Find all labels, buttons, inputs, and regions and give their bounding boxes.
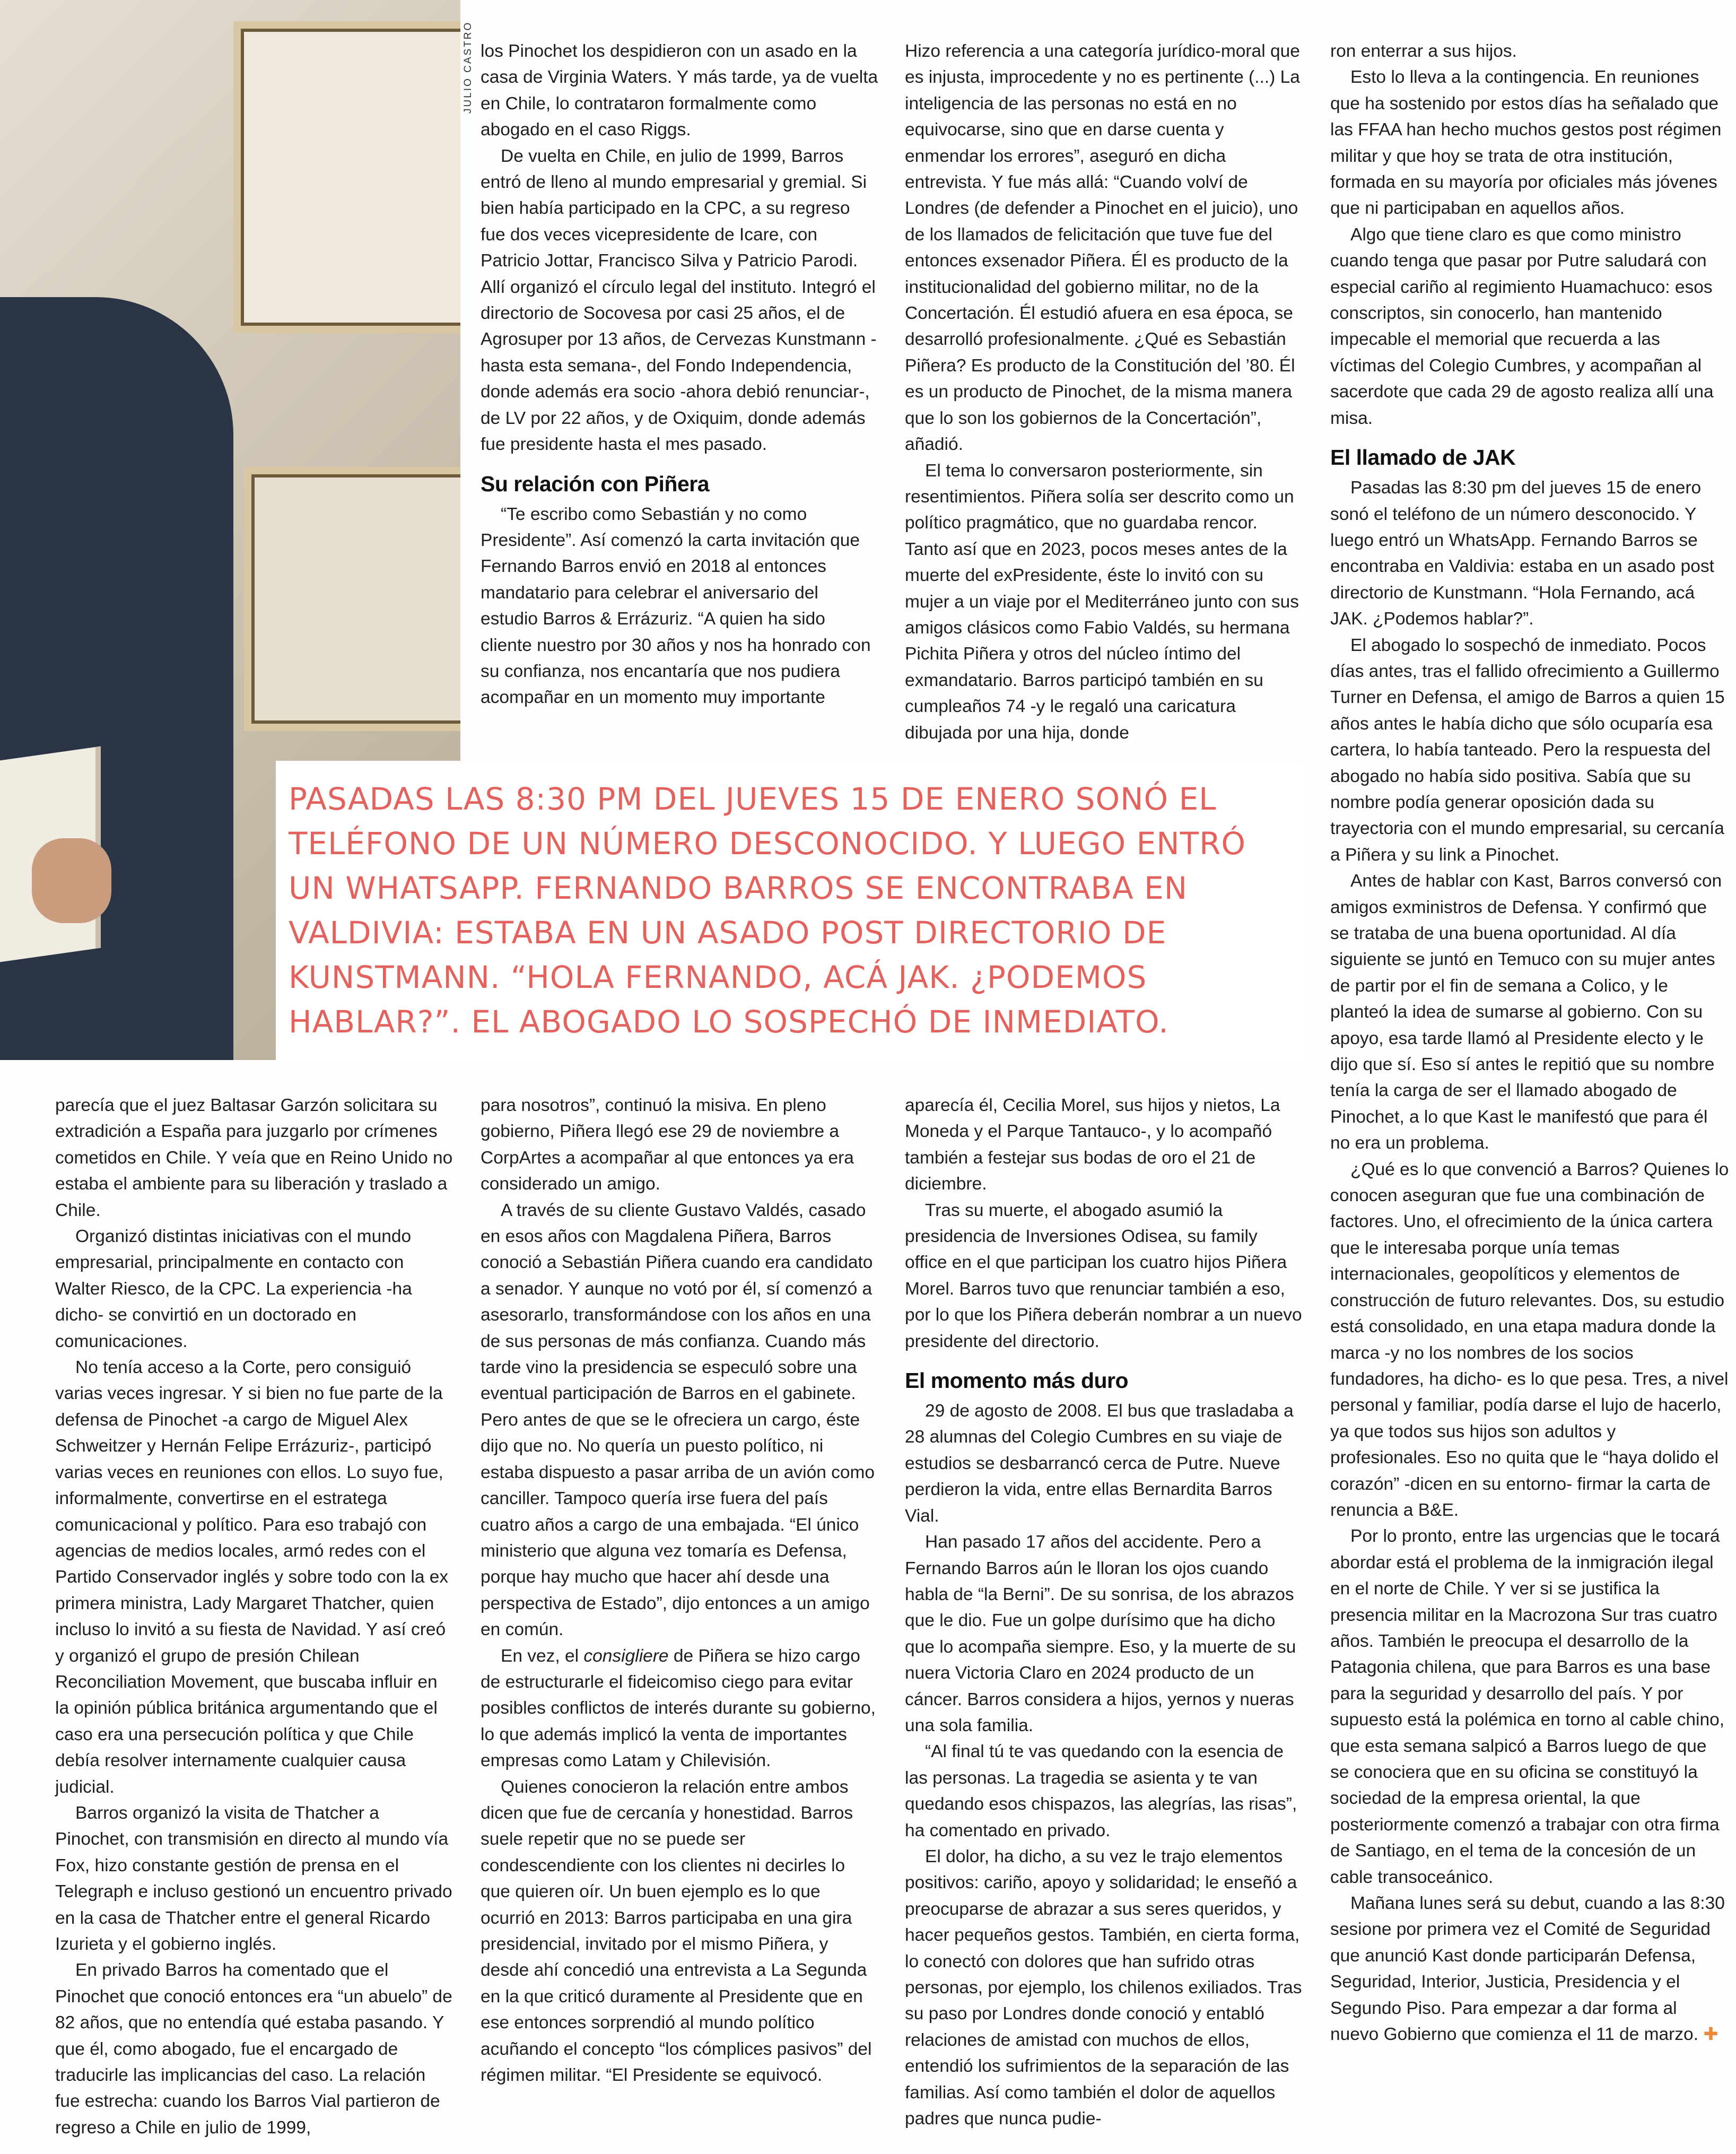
paragraph: Esto lo lleva a la contingencia. En reuniones que ha sostenido por estos días ha señalado que las FFAA han hecho muchos gestos post régimen militar y que hoy se trata de otra institución, formada en su mayoría por oficiales más jóvenes que ni participaban en aquellos años. [1330, 67, 1722, 219]
paragraph: “Te escribo como Sebastián y no como Presidente”. Así comenzó la carta invitación que Fernando Barros envió en 2018 al entonces mandatario para celebrar el aniversario del estudio Barros & Errázuriz. “A quien ha sido cliente nuestro por 30 años y nos ha honrado con su confianza, nos encantaría que nos pudiera acompañar en un momento muy importante [481, 504, 871, 708]
section-heading: Su relación con Piñera [481, 471, 710, 496]
paragraph-text: Mañana lunes será su debut, cuando a las 8:30 sesione por primera vez el Comité de Seguridad que anunció Kast donde participarán Defensa, Seguridad, Interior, Justicia, Presidencia y el Segundo Piso. Para empezar a dar forma al nuevo Gobierno que comienza el 11 de marzo. [1330, 1894, 1725, 2045]
paragraph-text: de Piñera se hizo cargo de estructurarle el fideicomiso ciego para evitar posibles conflictos de interés durante su gobierno, lo que además implicó la venta de importantes empresas como Latam y Chilevisión. [481, 1646, 876, 1771]
paragraph: El dolor, ha dicho, a su vez le trajo elementos positivos: cariño, apoyo y solidaridad; le enseñó a preocuparse de abrazar a sus seres queridos, y hacer pequeños gestos. También, en cierta forma, lo conectó con dolores que han sufrido otras personas, por ejemplo, los chilenos exiliados. Tras su paso por Londres donde conoció y entabló relaciones de amistad con muchos de ellos, entendió los sufrimientos de la separación de las familias. Así como también el dolor de aquellos padres que nunca pudie- [905, 1846, 1302, 2129]
end-mark-icon: ✚ [1703, 2025, 1718, 2045]
paragraph: Hizo referencia a una categoría jurídico-moral que es injusta, improcedente y no es pertinente (...) La inteligencia de las personas no está en no equivocarse, sino que en darse cuenta y enmendar los errores”, aseguró en dicha entrevista. Y fue más allá: “Cuando volví de Londres (de defender a Pinochet en el juicio), uno de los llamados de felicitación que tuve fue del entonces exsenador Piñera. Él es producto de la institucionalidad del gobierno militar, no de la Concertación. Él estudió afuera en esa época, se desarrolló profesionalmente. ¿Qué es Sebastián Piñera? Es producto de la Constitución del ’80. Él es un producto de Pinochet, de la misma manera que lo son los gobiernos de la Concertación”, añadió. [905, 41, 1300, 455]
photo-credit: JULIO CASTRO [463, 21, 474, 114]
bottom-column-1 [55, 1092, 454, 2141]
paragraph: Por lo pronto, entre las urgencias que le tocará abordar está el problema de la inmigración ilegal en el norte de Chile. Y ver si se justifica la presencia militar en la Macrozona Sur tras cuatro años. También le preocupa el desarrollo de la Patagonia chilena, que para Barros es una base para la seguridad y desarrollo del país. Y por supuesto está la polémica en torno al cable chino, que esta semana salpicó a Barros luego de que se conociera que en su oficina se constituyó la sociedad de la empresa oriental, la que posteriormente comenzó a trabajar con otra firma de Santiago, en el tema de la concesión de un cable transoceánico. [1330, 1526, 1725, 1887]
paragraph [1330, 1890, 1729, 2047]
paragraph: “Al final tú te vas quedando con la esencia de las personas. La tragedia se asienta y te van quedando esos chispazos, las alegrías, las risas”, ha comentado en privado. [905, 1742, 1297, 1840]
framed-diploma-image [233, 21, 460, 333]
section-heading: El llamado de JAK [1330, 445, 1516, 470]
paragraph: Barros organizó la visita de Thatcher a Pinochet, con transmisión en directo al mundo vía Fox, hizo constante gestión de prensa en el Telegraph e incluso gestionó un encuentro privado en la casa de Thatcher entre el general Ricardo Izurieta y el gobierno inglés. [55, 1803, 452, 1954]
framed-certificate-image [244, 467, 460, 731]
paragraph: ron enterrar a sus hijos. [1330, 41, 1517, 61]
paragraph: A través de su cliente Gustavo Valdés, casado en esos años con Magdalena Piñera, Barros conoció a Sebastián Piñera cuando era candidato a senador. Y aunque no votó por él, sí comenzó a asesorarlo, transformándose con los años en una de sus personas de más confianza. Cuando más tarde vino la presidencia se especuló sobre una eventual participación de Barros en el gabinete. Pero antes de que se le ofreciera un cargo, éste dijo que no. No quería un puesto político, ni estaba dispuesto a pasar arriba de un avión como canciller. Tampoco quería irse fuera del país cuatro años a cargo de una embajada. “El único ministerio que alguna vez tomaría es Defensa, porque hay mucho que hacer ahí desde una perspectiva de Estado”, dijo entonces a un amigo en común. [481, 1200, 875, 1640]
paragraph: Organizó distintas iniciativas con el mundo empresarial, principalmente en contacto con Walter Riesco, de la CPC. La experiencia -ha dicho- se convirtió en un doctorado en comunicaciones. [55, 1227, 412, 1351]
paragraph [481, 1643, 879, 1774]
section-heading: El momento más duro [905, 1368, 1129, 1393]
paragraph: Antes de hablar con Kast, Barros conversó con amigos exministros de Defensa. Y confirmó que se trataba de una buena oportunidad. Al día siguiente se juntó en Temuco con su mujer antes de partir por el fin de semana a Colico, y le planteó la idea de sumarse al gobierno. Con su apoyo, esa tarde llamó al Presidente electo y le dijo que sí. Eso sí antes le repitió que su nombre tenía la carga de ser el llamado abogado de Pinochet, a lo que Kast le manifestó que para él no era un problema. [1330, 871, 1722, 1153]
bottom-column-2 [481, 1092, 879, 2088]
bottom-column-3 [905, 1092, 1304, 2132]
hand-image [32, 838, 111, 923]
paragraph: No tenía acceso a la Corte, pero consiguió varias veces ingresar. Y si bien no fue parte de la defensa de Pinochet -a cargo de Miguel Alex Schweitzer y Hernán Felipe Errázuriz-, participó varias veces en reuniones con ellos. Lo suyo fue, informalmente, convertirse en el estratega comunicacional y político. Para eso trabajó con agencias de medios locales, armó redes con el Partido Conservador inglés y sobre todo con la ex primera ministra, Lady Margaret Thatcher, quien incluso lo invitó a su fiesta de Navidad. Y así creó y organizó el grupo de presión Chilean Reconciliation Movement, que buscaba influir en la opinión pública británica argumentando que el caso era una persecución política y que Chile debía resolver internamente cualquier causa judicial. [55, 1358, 449, 1797]
paragraph: Han pasado 17 años del accidente. Pero a Fernando Barros aún le lloran los ojos cuando habla de “la Berni”. De su sonrisa, de los abrazos que le dio. Fue un golpe durísimo que ha dicho que lo acompaña siempre. Eso, y la muerte de su nuera Victoria Claro en 2024 producto de un cáncer. Barros considera a hijos, yernos y nueras una sola familia. [905, 1532, 1296, 1735]
right-column [1330, 38, 1729, 2047]
paragraph: los Pinochet los despidieron con un asado en la casa de Virginia Waters. Y más tarde, ya de vuelta en Chile, lo contrataron formalmente como abogado en el caso Riggs. [481, 41, 878, 140]
pull-quote-box [276, 761, 1305, 1063]
paragraph: Quienes conocieron la relación entre ambos dicen que fue de cercanía y honestidad. Barros suele repetir que no se puede ser condescendiente con los clientes ni decirles lo que quieren oír. Un buen ejemplo es lo que ocurrió en 2013: Barros participaba en una gira presidencial, invitado por el mismo Piñera, y desde ahí concedió una entrevista a La Segunda en la que criticó duramente al Presidente que en ese entonces sorprendió al mundo político acuñando el concepto “los cómplices pasivos” del régimen militar. “El Presidente se equivocó. [481, 1777, 872, 2086]
paragraph: De vuelta en Chile, en julio de 1999, Barros entró de lleno al mundo empresarial y gremial. Si bien había participado en la CPC, a su regreso fue dos veces vicepresidente de Icare, con Patricio Jottar, Francisco Silva y Patricio Parodi. Allí organizó el círculo legal del instituto. Integró el directorio de Socovesa por casi 25 años, el de Agrosuper por 13 años, de Cervezas Kunstmann -hasta esta semana-, del Fondo Independencia, donde además era socio -ahora debió renunciar-, de LV por 22 años, y de Oxiquim, donde además fue presidente hasta el mes pasado. [481, 146, 877, 455]
paragraph: Pasadas las 8:30 pm del jueves 15 de enero sonó el teléfono de un número desconocido. Y luego entró un WhatsApp. Fernando Barros se encontraba en Valdivia: estaba en un asado post directorio de Kunstmann. “Hola Fernando, acá JAK. ¿Podemos hablar?”. [1330, 478, 1714, 629]
paragraph: En privado Barros ha comentado que el Pinochet que conoció entonces era “un abuelo” de 82 años, que no entendía qué estaba pasando. Y que él, como abogado, fue el encargado de traducirle las implicancias del caso. La relación fue estrecha: cuando los Barros Vial partieron de regreso a Chile en julio de 1999, [55, 1960, 452, 2138]
top-column-2 [905, 38, 1304, 746]
pull-quote: PASADAS LAS 8:30 PM DEL JUEVES 15 DE ENERO SONÓ EL TELÉFONO DE UN NÚMERO DESCONOCIDO. Y LUEGO ENTRÓ UN WHATSAPP. FERNANDO BARROS SE ENCONTRABA EN VALDIVIA: ESTABA EN UN ASADO POST DIRECTORIO DE KUNSTMANN. “HOLA FERNANDO, ACÁ JAK. ¿PODEMOS HABLAR?”. EL ABOGADO LO SOSPECHÓ DE INMEDIATO. [289, 781, 1246, 1040]
paragraph: ¿Qué es lo que convenció a Barros? Quienes lo conocen aseguran que fue una combinación de factores. Uno, el ofrecimiento de la única cartera que le interesaba porque unía temas internacionales, geopolíticos y elementos de construcción de futuro relevantes. Dos, su estudio está consolidado, en una etapa madura donde la marca -y no los nombres de los socios fundadores, ha dicho- es lo que pesa. Tres, a nivel personal y familiar, podía darse el lujo de hacerlo, ya que todos sus hijos son adultos y profesionales. Eso no quita que le “haya dolido el corazón” -dicen en su entorno- firmar la carta de renuncia a B&E. [1330, 1159, 1729, 1520]
paragraph: Algo que tiene claro es que como ministro cuando tenga que pasar por Putre saludará con especial cariño al regimiento Huamachuco: esos conscriptos, sin conocerlo, han mantenido impecable el memorial que recuerda a las víctimas del Colegio Cumbres, y acompañan al sacerdote que cada 29 de agosto realiza allí una misa. [1330, 224, 1714, 428]
paragraph-text: En vez, el [501, 1646, 584, 1666]
top-column-1 [481, 38, 879, 711]
paragraph: para nosotros”, continuó la misiva. En pleno gobierno, Piñera llegó ese 29 de noviembre a CorpArtes a acompañar al que entonces ya era considerado un amigo. [481, 1096, 854, 1194]
italic-term: consigliere [583, 1646, 669, 1666]
paragraph: 29 de agosto de 2008. El bus que trasladaba a 28 alumnas del Colegio Cumbres en su viaje de estudios se desbarrancó cerca de Putre. Nueve perdieron la vida, entre ellas Bernardita Barros Vial. [905, 1401, 1294, 1526]
paragraph: Tras su muerte, el abogado asumió la presidencia de Inversiones Odisea, su family office en el que participan los cuatro hijos Piñera Morel. Barros tuvo que renunciar también a eso, por lo que los Piñera deberán nombrar a un nuevo presidente del directorio. [905, 1200, 1302, 1351]
paragraph: aparecía él, Cecilia Morel, sus hijos y nietos, La Moneda y el Parque Tantauco-, y lo acompañó también a festejar sus bodas de oro el 21 de diciembre. [905, 1096, 1280, 1194]
paragraph: El abogado lo sospechó de inmediato. Pocos días antes, tras el fallido ofrecimiento a Guillermo Turner en Defensa, el amigo de Barros a quien 15 años antes le había dicho que sólo ocuparía esa cartera, lo había tanteado. Pero la respuesta del abogado no había sido positiva. Sabía que su nombre podía generar oposición dada su trayectoria con el mundo empresarial, su cercanía a Piñera y su link a Pinochet. [1330, 635, 1725, 865]
paragraph: El tema lo conversaron posteriormente, sin resentimientos. Piñera solía ser descrito como un político pragmático, que no guardaba rencor. Tanto así que en 2023, pocos meses antes de la muerte del exPresidente, éste lo invitó con su mujer a un viaje por el Mediterráneo junto con sus amigos clásicos como Fabio Valdés, su hermana Pichita Piñera y otros del núcleo íntimo del exmandatario. Barros participó también en su cumpleaños 74 -y le regaló una caricatura dibujada por una hija, donde [905, 461, 1299, 743]
paragraph: parecía que el juez Baltasar Garzón solicitara su extradición a España para juzgarlo por crímenes cometidos en Chile. Y veía que en Reino Unido no estaba el ambiente para su liberación y traslado a Chile. [55, 1096, 453, 1220]
